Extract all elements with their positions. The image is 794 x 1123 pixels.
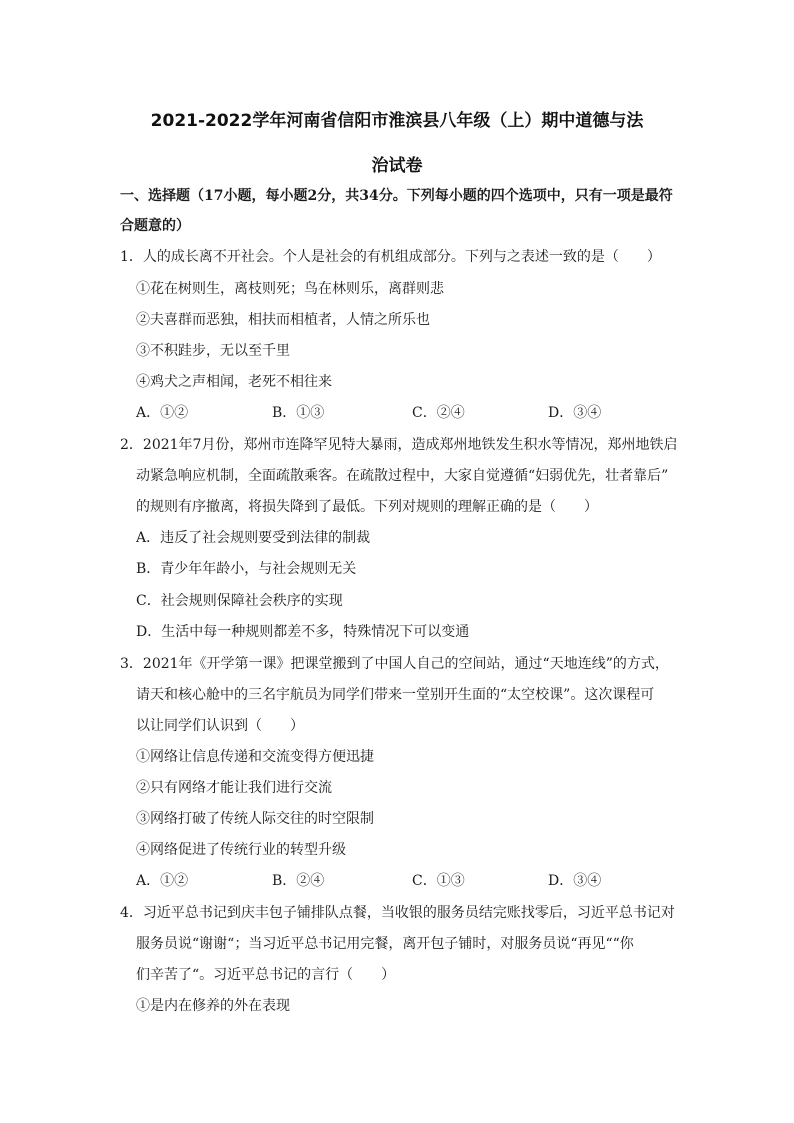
- q2-option-c: C．社会规则保障社会秩序的实现: [136, 593, 343, 609]
- q4-stem-line1: 4．习近平总书记到庆丰包子铺排队点餐，当收银的服务员结完账找零后，习近平总书记对: [120, 905, 675, 921]
- exam-title-line1: 2021-2022学年河南省信阳市淮滨县八年级（上）期中道德与法: [150, 111, 644, 131]
- q2-option-d: D．生活中每一种规则都差不多，特殊情况下可以变通: [136, 624, 470, 640]
- section-heading-line2: 合题意的）: [120, 218, 190, 234]
- q2-option-a: A．违反了社会规则要受到法律的制裁: [136, 530, 371, 546]
- q1-item-2: ②夫喜群而恶独，相扶而相植者，人情之所乐也: [136, 312, 430, 328]
- q3-item-2: ②只有网络才能让我们进行交流: [136, 780, 332, 796]
- q2-stem-line3: 的规则有序撤离，将损失降到了最低。下列对规则的理解正确的是（ ）: [136, 499, 598, 515]
- q3-item-3: ③网络打破了传统人际交往的时空限制: [136, 811, 374, 827]
- q4-stem-line2: 服务员说“谢谢“；当习近平总书记用完餐，离开包子铺时，对服务员说“再见““你: [136, 936, 634, 952]
- exam-title-line2: 治试卷: [371, 156, 423, 176]
- q3-option-d: D．③④: [548, 873, 602, 889]
- q1-option-d: D．③④: [548, 405, 602, 421]
- q1-item-3: ③不积跬步，无以至千里: [136, 343, 290, 359]
- q1-stem: 1．人的成长离不开社会。个人是社会的有机组成部分。下列与之表述一致的是（ ）: [120, 249, 661, 265]
- q3-stem-line2: 请天和核心舱中的三名宇航员为同学们带来一堂别开生面的“太空校课”。这次课程可: [136, 687, 655, 703]
- q1-option-c: C．②④: [412, 405, 465, 421]
- q2-option-b: B．青少年年龄小，与社会规则无关: [136, 561, 357, 577]
- q2-stem-line2: 动紧急响应机制，全面疏散乘客。在疏散过程中，大家自觉遵循“妇弱优先，壮者靠后”: [136, 468, 669, 484]
- q3-stem-line3: 以让同学们认识到（ ）: [136, 718, 304, 734]
- q3-option-c: C．①③: [412, 873, 465, 889]
- q3-option-a: A．①②: [136, 873, 189, 889]
- q4-stem-line3: 们辛苦了“。习近平总书记的言行（ ）: [136, 967, 396, 983]
- q3-option-b: B．②④: [272, 873, 325, 889]
- q1-item-1: ①花在树则生，离枝则死；鸟在林则乐，离群则悲: [136, 281, 444, 297]
- q1-option-b: B．①③: [272, 405, 325, 421]
- q1-option-a: A．①②: [136, 405, 189, 421]
- q2-stem-line1: 2．2021年7月份，郑州市连降罕见特大暴雨，造成郑州地铁发生积水等情况，郑州地铁启: [120, 437, 678, 453]
- q3-item-1: ①网络让信息传递和交流变得方便迅捷: [136, 749, 374, 765]
- q3-item-4: ④网络促进了传统行业的转型升级: [136, 842, 346, 858]
- q4-item-1: ①是内在修养的外在表现: [136, 998, 290, 1014]
- section-heading-line1: 一、选择题（17小题，每小题2分，共34分。下列每小题的四个选项中，只有一项是最符: [120, 188, 673, 204]
- q1-item-4: ④鸡犬之声相闻，老死不相往来: [136, 374, 332, 390]
- q3-stem-line1: 3．2021年《开学第一课》把课堂搬到了中国人自己的空间站，通过“天地连线”的方式，: [120, 656, 669, 672]
